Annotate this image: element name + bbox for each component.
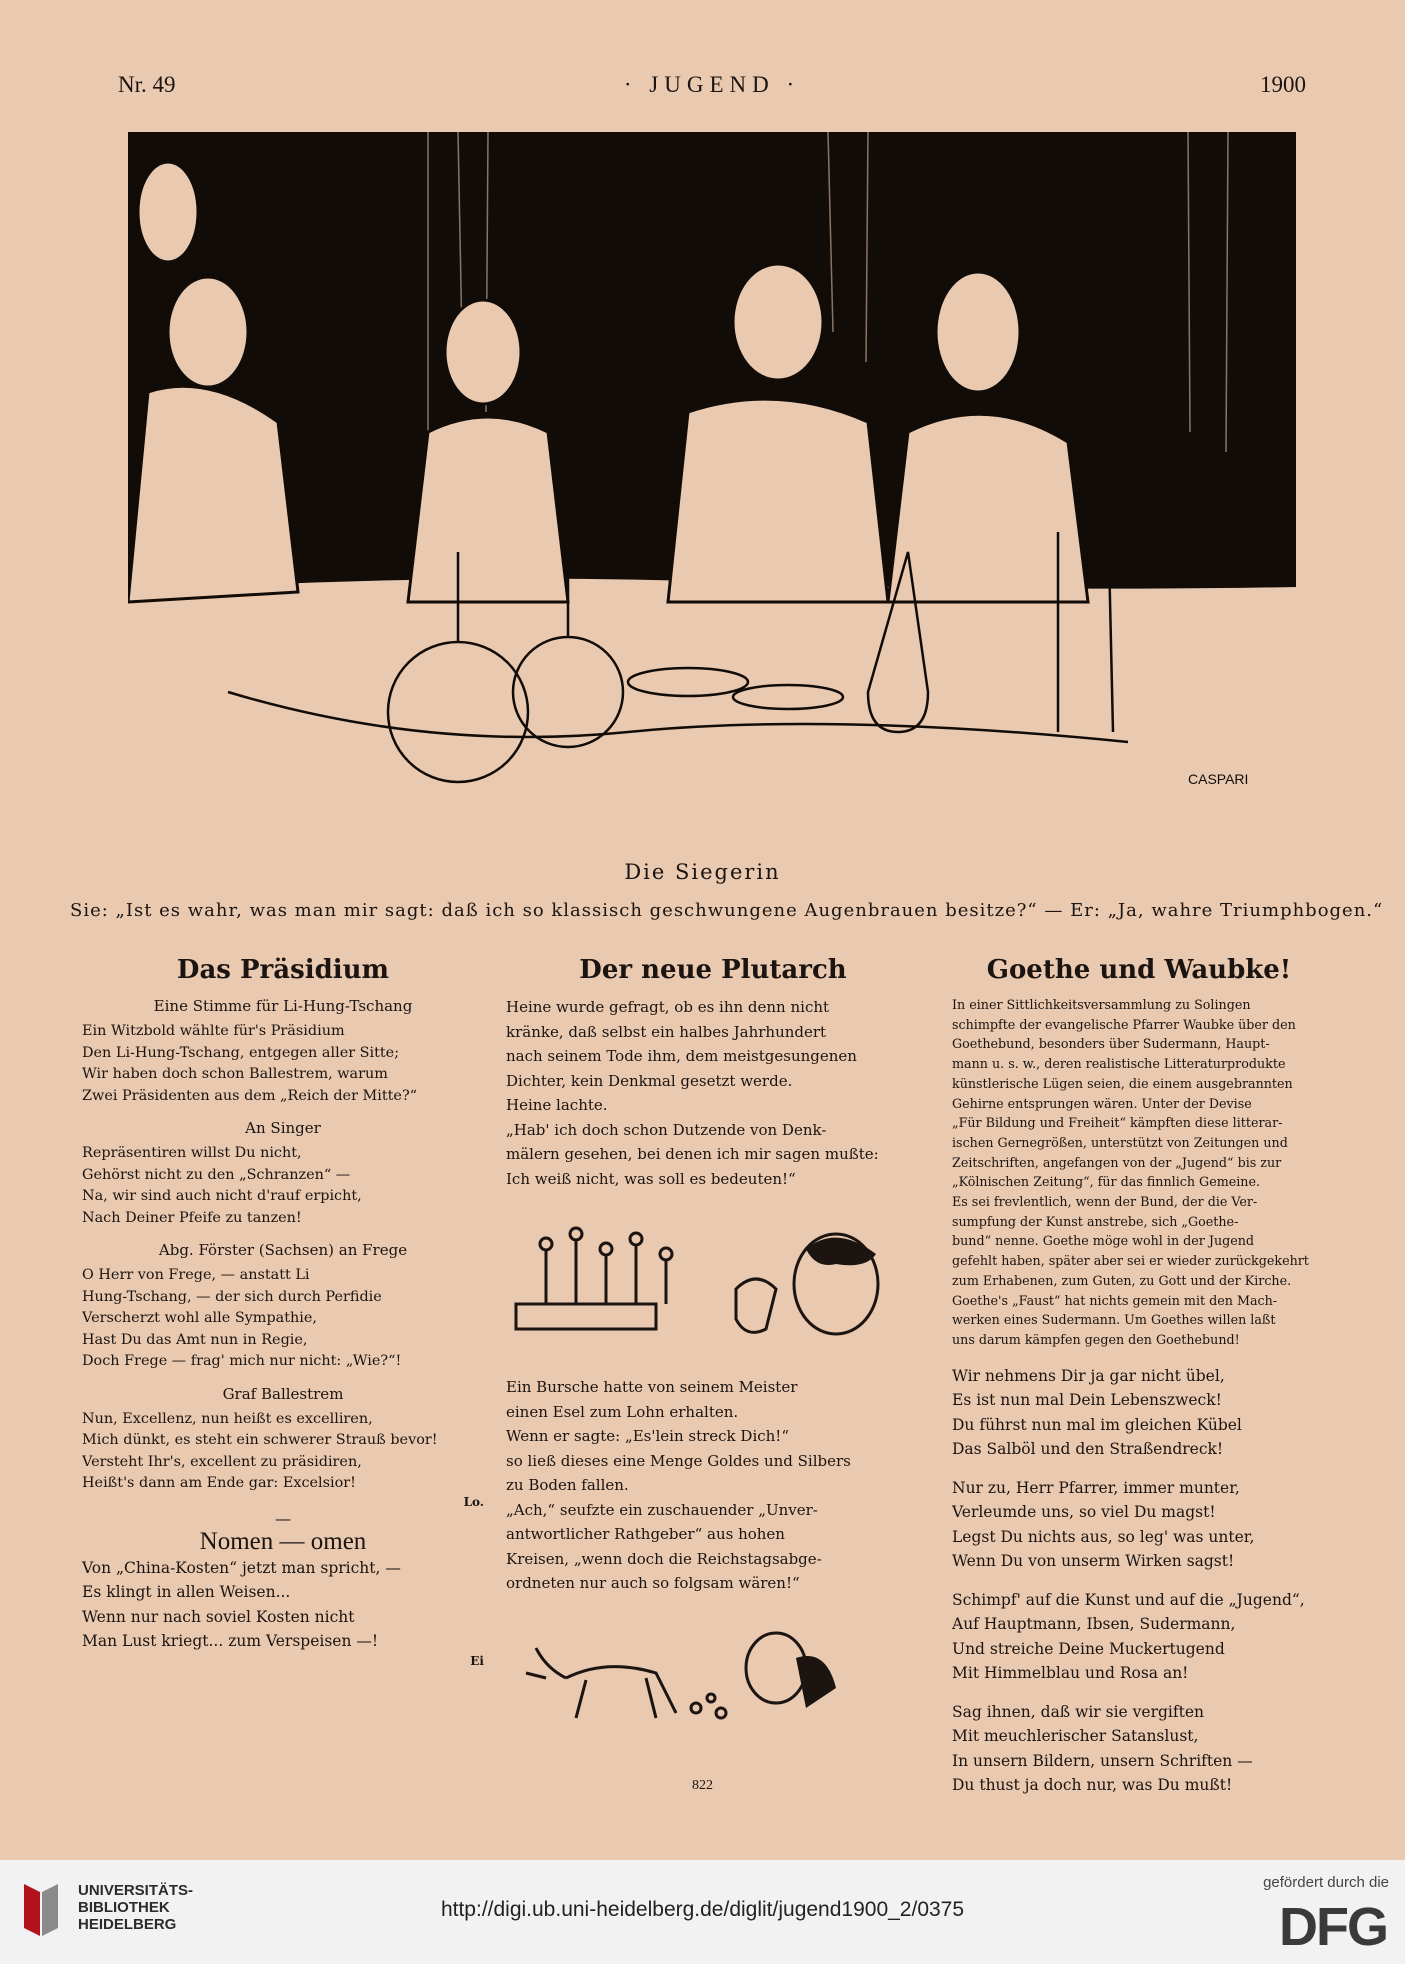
signature-ei: Ei [470,1653,484,1668]
prose-line: zum Erhabenen, zum Guten, zu Gott und der Kirche. [952,1272,1292,1288]
footer-bar [0,1860,1405,1964]
institution-line: HEIDELBERG [78,1916,177,1933]
dfg-logo: DFG [1279,1897,1387,1957]
divider-dash: — [275,1508,291,1528]
prose-line: antwortlicher Rathgeber“ aus hohen [506,1525,785,1543]
prose-line: künstlerische Lügen seien, die einem ausgebrannten [952,1075,1293,1091]
praesidium-sub3: Abg. Förster (Sachsen) an Frege [158,1241,408,1259]
praesidium-sub1: Eine Stimme für Li-Hung-Tschang [153,997,413,1015]
prose-line: Zeitschriften, angefangen von der „Jugend“ bis zur [952,1154,1282,1170]
verse-line: Gehörst nicht zu den „Schranzen“ — [82,1166,351,1183]
verse-line: Zwei Präsidenten aus dem „Reich der Mitte?“ [82,1087,418,1104]
prose-line: „Für Bildung und Freiheit“ kämpften diese litterar- [952,1115,1283,1131]
goethe-prose [952,995,1326,1350]
prose-line: mälern gesehen, bei denen ich mir sagen mußte: [506,1145,879,1163]
prose-line: Ich weiß nicht, was soll es bedeuten!“ [506,1169,796,1188]
verse-line: Wenn nur nach soviel Kosten nicht [82,1607,355,1626]
institution-line: BIBLIOTHEK [78,1899,170,1916]
signature-lo: Lo. [463,1494,484,1509]
verse-line: Den Li-Hung-Tschang, entgegen aller Sitte; [82,1044,400,1061]
prose-line: „Ach,“ seufzte ein zuschauender „Unver- [506,1500,818,1519]
bottles-and-heine-vignette [506,1209,920,1359]
donkey-vignette [506,1618,920,1728]
source-url-link[interactable]: http://digi.ub.uni-heidelberg.de/diglit/jugend1900_2/0375 [440,1898,965,1921]
journal-title: · JUGEND · [623,72,801,97]
prose-line: einen Esel zum Lohn erhalten. [506,1402,739,1421]
verse-line: Versteht Ihr's, excellent zu präsidiren, [82,1453,362,1470]
verse-line: Nur zu, Herr Pfarrer, immer munter, [952,1478,1240,1497]
verse-line: Das Salböl und den Straßendreck! [952,1440,1224,1459]
verse-line: Nun, Excellenz, nun heißt es excelliren, [82,1410,373,1427]
artist-signature: CASPARI [1188,771,1249,787]
verse-line: Verscherzt wohl alle Sympathie, [82,1310,317,1326]
verse-line: Na, wir sind auch nicht d'rauf erpicht, [82,1188,362,1204]
verse-line: Auf Hauptmann, Ibsen, Sudermann, [952,1615,1236,1634]
verse-line: Wenn Du von unserm Wirken sagst! [952,1552,1235,1571]
verse-line: Du thust ja doch nur, was Du mußt! [952,1776,1233,1795]
verse-line: Wir haben doch schon Ballestrem, warum [82,1066,388,1082]
prose-line: kränke, daß selbst ein halbes Jahrhundert [506,1022,827,1041]
verse-line: Du führst nun mal im gleichen Kübel [952,1415,1242,1434]
column-goethe [952,955,1326,1812]
verse-line: Repräsentiren willst Du nicht, [82,1145,302,1161]
prose-line: werken eines Sudermann. Um Goethes willen laßt [952,1312,1276,1328]
prose-line: bund“ nenne. Goethe möge wohl in der Jugend [952,1233,1255,1249]
issue-number: Nr. 49 [118,72,176,97]
prose-line: nach seinem Tode ihm, dem meistgesungenen [506,1047,857,1065]
prose-line: Ein Bursche hatte von seinem Meister [506,1378,798,1396]
verse-line: Legst Du nichts aus, so leg' was unter, [952,1527,1255,1546]
prose-line: schimpfte der evangelische Pfarrer Waubke über den [952,1016,1296,1032]
column-plutarch [506,955,920,1732]
prose-line: mann u. s. w., deren realistische Litteraturprodukte [952,1056,1286,1072]
prose-line: Goethebund, besonders über Sudermann, Haupt- [952,1036,1270,1052]
goethe-title: Goethe und Waubke! [986,955,1292,985]
year: 1900 [1260,72,1306,97]
prose-line: ischen Gernegrößen, unterstützt von Zeitungen und [952,1134,1288,1150]
prose-line: sumpfung der Kunst anstrebe, sich „Goethe- [952,1213,1239,1229]
verse-line: Nach Deiner Pfeife zu tanzen! [82,1209,302,1226]
verse-line: O Herr von Frege, — anstatt Li [82,1267,310,1283]
praesidium-title: Das Präsidium [176,955,390,985]
caption-title: Die Siegerin [624,860,781,884]
prose-line: ordneten nur auch so folgsam wären!“ [506,1574,800,1592]
column-praesidium [82,955,484,1668]
goethe-stanza-1 [952,1364,1326,1462]
verse-line: Mich dünkt, es steht ein schwerer Strauß bevor! [82,1432,438,1448]
plutarch-title: Der neue Plutarch [579,955,847,985]
prose-line: zu Boden fallen. [506,1476,629,1494]
verse-line: Hung-Tschang, — der sich durch Perfidie [82,1288,382,1305]
verse-line: Schimpf' auf die Kunst und auf die „Jugend“, [952,1590,1305,1609]
verse-line: Es ist nun mal Dein Lebenszweck! [952,1391,1222,1410]
prose-line: so ließ dieses eine Menge Goldes und Silbers [506,1451,851,1470]
verse-line: Ein Witzbold wählte für's Präsidium [82,1023,345,1039]
verse-line: Doch Frege — frag' mich nur nicht: „Wie?“! [82,1353,402,1369]
goethe-stanza-3 [952,1588,1326,1686]
prose-line: Wenn er sagte: „Es'lein streck Dich!“ [506,1427,790,1445]
prose-line: „Hab' ich doch schon Dutzende von Denk- [506,1120,827,1139]
prose-line: „Kölnischen Zeitung“, für das finnlich Gemeine. [952,1174,1261,1190]
prose-line: Heine wurde gefragt, ob es ihn denn nicht [506,998,830,1016]
page-number: 822 [692,1778,713,1793]
praesidium-sub4: Graf Ballestrem [222,1384,344,1403]
verse-line: Und streiche Deine Muckertugend [952,1639,1225,1658]
dinner-illustration [128,132,1296,854]
nomen-omen-title: Nomen — omen [199,1527,367,1555]
prose-line: uns darum kämpfen gegen den Goethebund! [952,1331,1240,1347]
verse-line: Mit meuchlerischer Satanslust, [952,1727,1199,1746]
prose-line: Goethe's „Faust“ hat nichts gemein mit den Mach- [952,1292,1278,1308]
prose-line: Heine lachte. [506,1096,608,1114]
prose-line: Es sei frevlentlich, wenn der Bund, der die Ver- [952,1194,1258,1210]
prose-line: Kreisen, „wenn doch die Reichstagsabge- [506,1549,822,1568]
goethe-stanza-2 [952,1476,1326,1574]
verse-line: Hast Du das Amt nun in Regie, [82,1331,308,1348]
verse-line: Mit Himmelblau und Rosa an! [952,1664,1189,1683]
verse-line: Man Lust kriegt... zum Verspeisen —! [82,1632,379,1650]
caption-text: Sie: „Ist es wahr, was man mir sagt: daß ich so klassisch geschwungene Augenbrauen besitze?“ — Er: „Ja, wahre Triumphbogen.“ [70,900,1384,921]
institution-line: UNIVERSITÄTS- [78,1882,194,1899]
verse-line: Sag ihnen, daß wir sie vergiften [952,1702,1204,1721]
funded-by-text: gefördert durch die [1263,1874,1389,1891]
page-header [118,72,1306,106]
verse-line: Es klingt in allen Weisen... [82,1583,291,1601]
prose-line: gefehlt haben, später aber sei er wieder zurückgekehrt [952,1253,1309,1269]
prose-line: Dichter, kein Denkmal gesetzt werde. [506,1071,793,1090]
verse-line: Von „China-Kosten“ jetzt man spricht, — [82,1558,401,1577]
prose-line: In einer Sittlichkeitsversammlung zu Solingen [952,997,1251,1012]
verse-line: Wir nehmens Dir ja gar nicht übel, [952,1366,1225,1385]
verse-line: Verleumde uns, so viel Du magst! [952,1503,1216,1522]
prose-line: Gehirne entsprungen wären. Unter der Devise [952,1095,1252,1111]
praesidium-sub2: An Singer [245,1119,321,1137]
verse-line: Heißt's dann am Ende gar: Excelsior! [82,1475,356,1491]
verse-line: In unsern Bildern, unsern Schriften — [952,1751,1253,1770]
